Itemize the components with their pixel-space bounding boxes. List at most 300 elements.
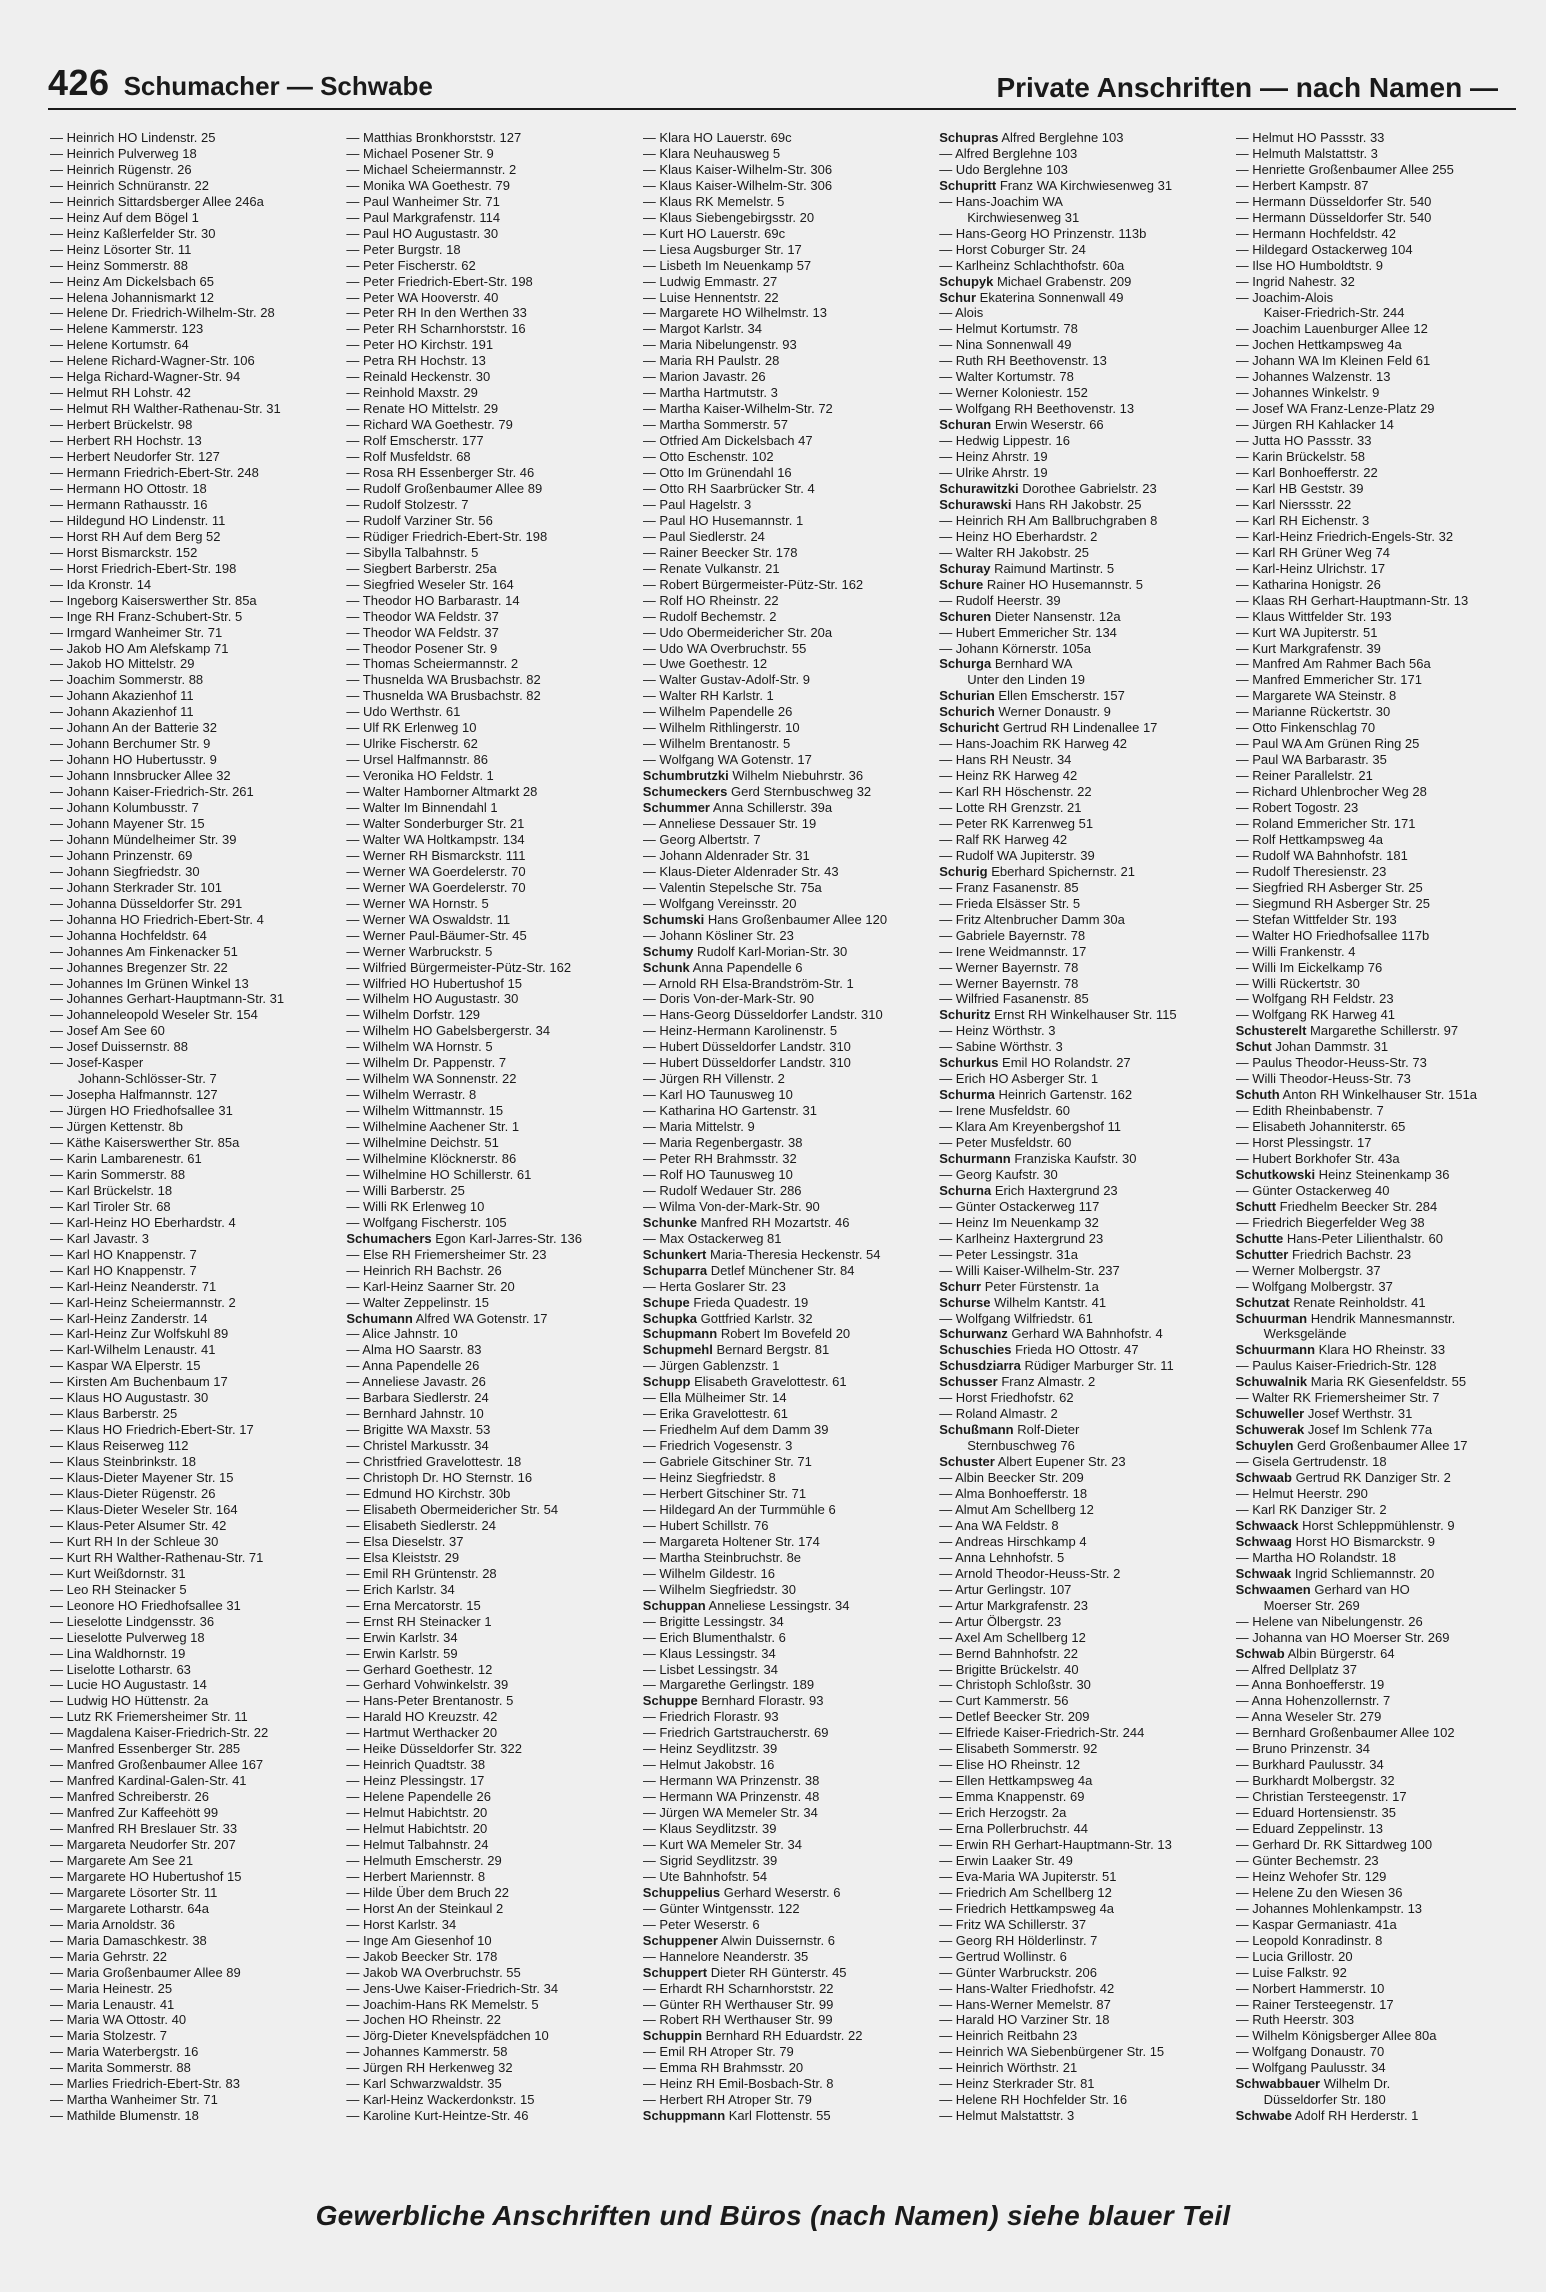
- directory-entry: — Sibylla Talbahnstr. 5: [346, 544, 479, 560]
- directory-entry: — Ruth RH Beethovenstr. 13: [939, 353, 1107, 369]
- directory-entry: Düsseldorfer Str. 180: [1263, 2092, 1386, 2108]
- directory-entry: — Wilhelm WA Sonnenstr. 22: [346, 1071, 517, 1087]
- directory-entry: — Günter Ostackerweg 40: [1235, 1182, 1390, 1198]
- directory-entry: Schumbrutzki Wilhelm Niebuhrstr. 36: [642, 768, 864, 784]
- directory-entry: — Werner RH Bismarckstr. 111: [346, 847, 526, 863]
- directory-entry: — Otto Eschenstr. 102: [642, 449, 774, 465]
- directory-entry: — Peter WA Hooverstr. 40: [346, 289, 499, 305]
- directory-entry: — Emil RH Atroper Str. 79: [642, 2044, 794, 2060]
- directory-entry: — Helmuth Emscherstr. 29: [346, 1852, 502, 1868]
- directory-entry: — Rolf HO Taunusweg 10: [642, 1166, 793, 1182]
- directory-entry: — Thusnelda WA Brusbachstr. 82: [346, 688, 541, 704]
- directory-entry: — Josef WA Franz-Lenze-Platz 29: [1235, 401, 1435, 417]
- directory-entry: — Ruth Heerstr. 303: [1235, 2012, 1355, 2028]
- directory-entry: Schupe Frieda Quadestr. 19: [642, 1294, 809, 1310]
- directory-entry: Schupritt Franz WA Kirchwiesenweg 31: [939, 177, 1173, 193]
- directory-entry: — Brigitte WA Maxstr. 53: [346, 1422, 491, 1438]
- directory-entry: — Karl RK Danziger Str. 2: [1235, 1501, 1387, 1517]
- directory-entry: — Udo Werthstr. 61: [346, 704, 461, 720]
- directory-entry: — Karl Bonhoefferstr. 22: [1235, 465, 1378, 481]
- directory-entry: — Paul WA Am Grünen Ring 25: [1235, 736, 1420, 752]
- directory-entry: — Jens-Uwe Kaiser-Friedrich-Str. 34: [346, 1980, 559, 1996]
- directory-entry: — Ludwig HO Hüttenstr. 2a: [50, 1693, 209, 1709]
- directory-entry: — Hans-Georg Düsseldorfer Landstr. 310: [642, 1007, 883, 1023]
- directory-entry: — Klaus HO Friedrich-Ebert-Str. 17: [50, 1422, 254, 1438]
- directory-entry: — Johann Kolumbusstr. 7: [50, 800, 199, 816]
- directory-entry: — Helene Papendelle 26: [346, 1789, 491, 1805]
- directory-entry: — Siegfried Weseler Str. 164: [346, 576, 514, 592]
- directory-entry: — Gerhard Vohwinkelstr. 39: [346, 1677, 509, 1693]
- directory-entry: — Heinz RK Harweg 42: [939, 768, 1078, 784]
- directory-entry: — Helene Zu den Wiesen 36: [1235, 1884, 1403, 1900]
- directory-entry: — Hildegard An der Turmmühle 6: [642, 1501, 836, 1517]
- directory-entry: — Richard Uhlenbrocher Weg 28: [1235, 784, 1427, 800]
- directory-entry: — Jochen Hettkampsweg 4a: [1235, 337, 1402, 353]
- directory-entry: — Hubert Düsseldorfer Landstr. 310: [642, 1055, 851, 1071]
- directory-entry: Schurna Erich Haxtergrund 23: [939, 1182, 1118, 1198]
- directory-entry: — Manfred Am Rahmer Bach 56a: [1235, 656, 1431, 672]
- directory-entry: — Manfred Kardinal-Galen-Str. 41: [50, 1773, 247, 1789]
- directory-entry: — Peter Weserstr. 6: [642, 1916, 760, 1932]
- directory-entry: — Herbert Neudorfer Str. 127: [50, 449, 220, 465]
- directory-entry: — Johanna Hochfeldstr. 64: [50, 927, 207, 943]
- directory-entry: — Helmut RH Walther-Rathenau-Str. 31: [50, 401, 281, 417]
- directory-entry: — Wilhelmine Klöcknerstr. 86: [346, 1151, 517, 1166]
- directory-entry: — Sabine Wörthstr. 3: [939, 1039, 1063, 1055]
- directory-entry: Schwaab Gertrud RK Danziger Str. 2: [1235, 1470, 1451, 1486]
- directory-entry: Schupmehl Bernard Bergstr. 81: [642, 1342, 830, 1358]
- directory-entry: — Kurt RH Walther-Rathenau-Str. 71: [50, 1549, 264, 1565]
- directory-entry: — Jürgen Gablenzstr. 1: [642, 1358, 780, 1374]
- directory-entry: — Hermann Friedrich-Ebert-Str. 248: [50, 465, 259, 481]
- directory-entry: — Artur Gerlingstr. 107: [939, 1581, 1072, 1597]
- directory-entry: — Erna Pollerbruchstr. 44: [939, 1821, 1089, 1837]
- directory-entry: — Karl RH Eichenstr. 3: [1235, 512, 1370, 528]
- page-header: [48, 56, 1498, 104]
- directory-entry: — Josepha Halfmannstr. 127: [50, 1087, 218, 1103]
- directory-entry: — Josef-Kasper: [50, 1055, 144, 1071]
- directory-entry: — Hilde Über dem Bruch 22: [346, 1884, 509, 1900]
- directory-entry: — Inge Am Giesenhof 10: [346, 1932, 492, 1948]
- directory-entry: — Manfred Schreiberstr. 26: [50, 1789, 209, 1805]
- directory-entry: — Hildegard Ostackerweg 104: [1235, 241, 1413, 257]
- directory-entry: — Elisabeth Siedlerstr. 24: [346, 1517, 496, 1533]
- directory-entry: — Brigitte Brückelstr. 40: [939, 1661, 1079, 1677]
- directory-entry: — Jakob WA Overbruchstr. 55: [346, 1964, 521, 1980]
- directory-entry: Schurich Werner Donaustr. 9: [939, 704, 1111, 720]
- directory-entry: Werksgelände: [1263, 1326, 1347, 1342]
- directory-entry: — Stefan Wittfelder Str. 193: [1235, 911, 1397, 927]
- directory-entry: — Joachim-Alois: [1235, 289, 1334, 305]
- directory-entry: — Hermann Rathausstr. 16: [50, 496, 208, 512]
- directory-entry: — Johannes Gerhart-Hauptmann-Str. 31: [50, 991, 285, 1007]
- directory-entry: — Willi RK Erlenweg 10: [346, 1198, 485, 1214]
- directory-entry: Schupras Alfred Berglehne 103: [939, 130, 1124, 145]
- directory-entry: — Walter Gustav-Adolf-Str. 9: [642, 672, 810, 688]
- directory-entry: — Hermann Hochfeldstr. 42: [1235, 225, 1396, 241]
- directory-entry: — Helmut Habichtstr. 20: [346, 1821, 488, 1837]
- directory-entry: — Rudolf Großenbaumer Allee 89: [346, 480, 543, 496]
- directory-entry: — Maria RH Paulstr. 28: [642, 353, 780, 369]
- directory-entry: — Karl HO Knappenstr. 7: [50, 1246, 197, 1262]
- directory-entry: Schuppert Dieter RH Günterstr. 45: [642, 1964, 847, 1980]
- directory-entry: — Karl-Heinz Neanderstr. 71: [50, 1278, 217, 1294]
- directory-entry: — Rudolf Varziner Str. 56: [346, 512, 493, 528]
- directory-entry: — Karlheinz Schlachthofstr. 60a: [939, 257, 1125, 273]
- directory-entry: — Sigrid Seydlitzstr. 39: [642, 1852, 778, 1868]
- directory-entry: — Marianne Rückertstr. 30: [1235, 704, 1391, 720]
- directory-entry: — Karl Tiroler Str. 68: [50, 1198, 171, 1214]
- directory-entry: — Helmut Heerstr. 290: [1235, 1486, 1368, 1502]
- directory-entry: — Bruno Prinzenstr. 34: [1235, 1741, 1370, 1757]
- directory-entry: Kaiser-Friedrich-Str. 244: [1263, 305, 1405, 321]
- directory-entry: — Wilfried Fasanenstr. 85: [939, 991, 1089, 1007]
- directory-entry: — Wilfried HO Hubertushof 15: [346, 975, 522, 991]
- directory-entry: — Karl-Heinz Scheiermannstr. 2: [50, 1294, 236, 1310]
- directory-entry: — Johann Siegfriedstr. 30: [50, 863, 200, 879]
- directory-entry: — Horst An der Steinkaul 2: [346, 1900, 504, 1916]
- directory-entry: — Friedrich Vogesenstr. 3: [642, 1438, 793, 1454]
- directory-entry: — Alma Bonhoefferstr. 18: [939, 1486, 1088, 1502]
- directory-entry: — Nina Sonnenwall 49: [939, 337, 1072, 353]
- directory-entry: — Artur Markgrafenstr. 23: [939, 1597, 1089, 1613]
- directory-entry: — Jochen HO Rheinstr. 22: [346, 2012, 502, 2028]
- directory-entry: — Karlheinz Haxtergrund 23: [939, 1230, 1104, 1246]
- directory-entry: — Willi Kaiser-Wilhelm-Str. 237: [939, 1262, 1120, 1278]
- directory-entry: — Karl HO Taunusweg 10: [642, 1087, 793, 1103]
- directory-entry: — Andreas Hirschkamp 4: [939, 1533, 1087, 1549]
- directory-entry: — Helmut Jakobstr. 16: [642, 1757, 775, 1773]
- directory-entry: — Fritz WA Schillerstr. 37: [939, 1916, 1087, 1932]
- directory-entry: Schwabbauer Wilhelm Dr.: [1235, 2076, 1391, 2092]
- directory-entry: — Anna Lehnhofstr. 5: [939, 1549, 1065, 1565]
- directory-entry: — Günter Bechemstr. 23: [1235, 1852, 1379, 1868]
- directory-entry: — Karl Nierssstr. 22: [1235, 496, 1352, 512]
- directory-entry: — Wilhelm WA Hornstr. 5: [346, 1039, 493, 1055]
- directory-entry: — Martha Sommerstr. 57: [642, 417, 789, 433]
- directory-entry: — Walter Hamborner Altmarkt 28: [346, 784, 538, 800]
- directory-entry: — Wilhelmine Deichstr. 51: [346, 1135, 499, 1151]
- directory-entry: — Karoline Kurt-Heintze-Str. 46: [346, 2108, 529, 2124]
- directory-entry: — Hubert Emmericher Str. 134: [939, 624, 1117, 640]
- directory-entry: — Wolfgang RH Feldstr. 23: [1235, 991, 1394, 1007]
- directory-entry: — Emil RH Grüntenstr. 28: [346, 1565, 497, 1581]
- directory-entry: — Helene Richard-Wagner-Str. 106: [50, 353, 255, 369]
- directory-entry: — Willi Rückertstr. 30: [1235, 975, 1360, 991]
- directory-entry: — Edith Rheinbabenstr. 7: [1235, 1103, 1384, 1119]
- directory-entry: — Georg RH Hölderlinstr. 7: [939, 1932, 1098, 1948]
- directory-entry: — Manfred Großenbaumer Allee 167: [50, 1757, 264, 1773]
- directory-entry: — Heinrich RH Am Ballbruchgraben 8: [939, 512, 1158, 528]
- directory-entry: Schur Ekaterina Sonnenwall 49: [939, 289, 1124, 305]
- directory-entry: — Lucia Grillostr. 20: [1235, 1948, 1353, 1964]
- directory-entry: — Werner Warbruckstr. 5: [346, 943, 493, 959]
- directory-entry: — Bernhard Jahnstr. 10: [346, 1406, 484, 1422]
- directory-entry: — Walter RH Karlstr. 1: [642, 688, 774, 704]
- directory-entry: — Wilhelm Dr. Pappenstr. 7: [346, 1055, 507, 1071]
- directory-entry: — Josef Duissernstr. 88: [50, 1039, 188, 1055]
- directory-entry: — Klaus RK Memelstr. 5: [642, 193, 785, 209]
- directory-entry: — Rolf HO Rheinstr. 22: [642, 592, 779, 608]
- directory-entry: — Rolf Hettkampsweg 4a: [1235, 831, 1383, 847]
- directory-entry: Schuylen Gerd Großenbaumer Allee 17: [1235, 1438, 1468, 1454]
- directory-entry: — Elsa Dieselstr. 37: [346, 1533, 464, 1549]
- directory-entry: — Rudolf WA Bahnhofstr. 181: [1235, 847, 1408, 863]
- directory-entry: Schusterelt Margarethe Schillerstr. 97: [1235, 1023, 1459, 1039]
- directory-entry: Kirchwiesenweg 31: [967, 209, 1080, 225]
- directory-entry: — Erich Herzogstr. 2a: [939, 1805, 1067, 1821]
- directory-entry: — Rudolf Theresienstr. 23: [1235, 863, 1387, 879]
- directory-entry: — Elisabeth Sommerstr. 92: [939, 1741, 1098, 1757]
- directory-entry: — Walter Kortumstr. 78: [939, 369, 1074, 385]
- directory-entry: — Udo WA Overbruchstr. 55: [642, 640, 807, 656]
- directory-entry: — Hans RH Neustr. 34: [939, 752, 1072, 768]
- directory-entry: Schuwerak Josef Im Schlenk 77a: [1235, 1422, 1433, 1438]
- directory-entry: — Klaus Kaiser-Wilhelm-Str. 306: [642, 161, 833, 177]
- directory-entry: — Klaus-Peter Alsumer Str. 42: [50, 1517, 227, 1533]
- directory-entry: — Klaus Siebengebirgsstr. 20: [642, 209, 815, 225]
- directory-entry: — Paulus Kaiser-Friedrich-Str. 128: [1235, 1358, 1437, 1374]
- directory-entry: — Heinz Wörthstr. 3: [939, 1023, 1056, 1039]
- directory-entry: — Wilhelm Werrastr. 8: [346, 1087, 477, 1103]
- directory-entry: — Walter WA Holtkampstr. 134: [346, 831, 525, 847]
- directory-entry: — Harald HO Varziner Str. 18: [939, 2012, 1110, 2028]
- directory-entry: — Renate HO Mittelstr. 29: [346, 401, 499, 417]
- directory-entry: — Margarethe Gerlingstr. 189: [642, 1677, 815, 1693]
- directory-entry: — Heinz Kaßlerfelder Str. 30: [50, 225, 216, 241]
- directory-entry: — Käthe Kaiserswerther Str. 85a: [50, 1135, 240, 1151]
- directory-entry: — Anna Papendelle 26: [346, 1358, 480, 1374]
- directory-entry: — Werner Paul-Bäumer-Str. 45: [346, 927, 527, 943]
- directory-entry: — Peter RH Brahmsstr. 32: [642, 1151, 797, 1166]
- directory-entry: — Johannes Winkelstr. 9: [1235, 385, 1380, 401]
- directory-entry: — Walter Im Binnendahl 1: [346, 800, 498, 816]
- directory-entry: — Doris Von-der-Mark-Str. 90: [642, 991, 815, 1007]
- directory-entry: — Gerhard Goethestr. 12: [346, 1661, 493, 1677]
- directory-entry: Schure Rainer HO Husemannstr. 5: [939, 576, 1143, 592]
- directory-entry: — Rudolf Wedauer Str. 286: [642, 1182, 802, 1198]
- directory-entry: Schurmann Franziska Kaufstr. 30: [939, 1151, 1137, 1166]
- directory-entry: — Johannes Mohlenkampstr. 13: [1235, 1900, 1423, 1916]
- directory-entry: — Helmut RH Lohstr. 42: [50, 385, 191, 401]
- directory-entry: Schuppelius Gerhard Weserstr. 6: [642, 1884, 841, 1900]
- directory-entry: — Peter Lessingstr. 31a: [939, 1246, 1078, 1262]
- directory-entry: — Margot Karlstr. 34: [642, 321, 763, 337]
- directory-entry: — Heinz HO Eberhardstr. 2: [939, 528, 1098, 544]
- directory-entry: — Karl HB Geststr. 39: [1235, 480, 1364, 496]
- directory-entry: — Rolf Musfeldstr. 68: [346, 449, 471, 465]
- directory-entry: — Georg Albertstr. 7: [642, 831, 761, 847]
- directory-entry: — Helene Kortumstr. 64: [50, 337, 189, 353]
- directory-entry: — Margarete HO Wilhelmstr. 13: [642, 305, 828, 321]
- directory-entry: — Werner WA Oswaldstr. 11: [346, 911, 511, 927]
- directory-entry: Sternbuschweg 76: [967, 1438, 1075, 1454]
- directory-entry: — Wolfgang Molbergstr. 37: [1235, 1278, 1393, 1294]
- directory-entry: — Axel Am Schellberg 12: [939, 1629, 1086, 1645]
- directory-entry: — Wolfgang Fischerstr. 105: [346, 1214, 507, 1230]
- directory-entry: Schurr Peter Fürstenstr. 1a: [939, 1278, 1099, 1294]
- directory-entry: — Horst Bismarckstr. 152: [50, 544, 198, 560]
- directory-entry: — Bernhard Großenbaumer Allee 102: [1235, 1725, 1455, 1741]
- directory-entry: Schußmann Rolf-Dieter: [939, 1422, 1080, 1438]
- directory-entry: — Karl-Heinz Friedrich-Engels-Str. 32: [1235, 528, 1454, 544]
- directory-entry: — Hans-Georg HO Prinzenstr. 113b: [939, 225, 1147, 241]
- directory-entry: — Christfried Gravelottestr. 18: [346, 1454, 522, 1470]
- directory-entry: Schut Johan Dammstr. 31: [1235, 1039, 1389, 1055]
- directory-entry: Schuppe Bernhard Florastr. 93: [642, 1693, 824, 1709]
- directory-entry: — Jörg-Dieter Knevelspfädchen 10: [346, 2028, 549, 2044]
- directory-entry: — Peter RH In den Werthen 33: [346, 305, 527, 321]
- directory-entry: — Horst Friedrich-Ebert-Str. 198: [50, 560, 237, 576]
- directory-entry: — Gabriele Bayernstr. 78: [939, 927, 1086, 943]
- directory-entry: Schuren Dieter Nansenstr. 12a: [939, 608, 1121, 624]
- directory-entry: — Helga Richard-Wagner-Str. 94: [50, 369, 241, 385]
- directory-entry: — Barbara Siedlerstr. 24: [346, 1390, 489, 1406]
- directory-entry: — Johann Sterkrader Str. 101: [50, 879, 222, 895]
- directory-entry: — Klaus-Dieter Aldenrader Str. 43: [642, 863, 839, 879]
- directory-entry: — Gisela Gertrudenstr. 18: [1235, 1454, 1387, 1470]
- directory-entry: — Uwe Goethestr. 12: [642, 656, 768, 672]
- directory-entry: — Hubert Schillstr. 76: [642, 1517, 769, 1533]
- directory-entry: — Valentin Stepelsche Str. 75a: [642, 879, 822, 895]
- directory-entry: — Wilhelmine HO Schillerstr. 61: [346, 1166, 532, 1182]
- directory-entry: — Hubert Düsseldorfer Landstr. 310: [642, 1039, 851, 1055]
- directory-entry: — Karl-Wilhelm Lenaustr. 41: [50, 1342, 216, 1358]
- directory-entry: Schunke Manfred RH Mozartstr. 46: [642, 1214, 850, 1230]
- directory-entry: — Peter Friedrich-Ebert-Str. 198: [346, 273, 533, 289]
- column-4: [939, 130, 1221, 2180]
- directory-entry: — Kaspar WA Elperstr. 15: [50, 1358, 201, 1374]
- directory-entry: — Renate Vulkanstr. 21: [642, 560, 780, 576]
- directory-entry: — Marlies Friedrich-Ebert-Str. 83: [50, 2076, 240, 2092]
- directory-entry: — Kurt WA Jupiterstr. 51: [1235, 624, 1378, 640]
- directory-entry: — Theodor Posener Str. 9: [346, 640, 498, 656]
- directory-entry: Schutzat Renate Reinholdstr. 41: [1235, 1294, 1426, 1310]
- directory-entry: — Hedwig Lippestr. 16: [939, 433, 1070, 449]
- directory-entry: — Paul HO Augustastr. 30: [346, 225, 499, 241]
- directory-entry: — Irmgard Wanheimer Str. 71: [50, 624, 223, 640]
- directory-entry: — Herbert Kampstr. 87: [1235, 177, 1369, 193]
- directory-entry: — Jutta HO Passstr. 33: [1235, 433, 1372, 449]
- directory-entry: — Heinrich Pulverweg 18: [50, 145, 197, 161]
- directory-entry: Schurawitzki Dorothee Gabrielstr. 23: [939, 480, 1157, 496]
- directory-entry: — Roland Almastr. 2: [939, 1406, 1058, 1422]
- directory-entry: — Ingeborg Kaiserswerther Str. 85a: [50, 592, 257, 608]
- directory-entry: — Johannes Am Finkenacker 51: [50, 943, 238, 959]
- directory-entry: — Anneliese Javastr. 26: [346, 1374, 486, 1390]
- directory-entry: — Klaus Steinbrinkstr. 18: [50, 1454, 196, 1470]
- directory-entry: — Hermann Düsseldorfer Str. 540: [1235, 193, 1432, 209]
- directory-entry: — Willi Im Eickelkamp 76: [1235, 959, 1383, 975]
- directory-entry: Schumeckers Gerd Sternbuschweg 32: [642, 784, 872, 800]
- directory-entry: — Heinz Seydlitzstr. 39: [642, 1741, 778, 1757]
- directory-entry: — Detlef Beecker Str. 209: [939, 1709, 1090, 1725]
- directory-entry: Schutkowski Heinz Steinenkamp 36: [1235, 1166, 1450, 1182]
- directory-entry: — Jürgen HO Friedhofsallee 31: [50, 1103, 233, 1119]
- directory-entry: — Helene van Nibelungenstr. 26: [1235, 1613, 1423, 1629]
- directory-entry: — Wolfgang WA Gotenstr. 17: [642, 752, 812, 768]
- directory-entry: — Harald HO Kreuzstr. 42: [346, 1709, 498, 1725]
- directory-entry: — Heinz-Hermann Karolinenstr. 5: [642, 1023, 838, 1039]
- directory-entry: — Werner WA Goerdelerstr. 70: [346, 879, 526, 895]
- directory-entry: — Martha Hartmutstr. 3: [642, 385, 778, 401]
- directory-entry: — Johann Berchumer Str. 9: [50, 736, 211, 752]
- directory-entry: — Eva-Maria WA Jupiterstr. 51: [939, 1868, 1117, 1884]
- directory-entry: — Siegfried RH Asberger Str. 25: [1235, 879, 1423, 895]
- directory-entry: Schurkus Emil HO Rolandstr. 27: [939, 1055, 1131, 1071]
- directory-entry: Moerser Str. 269: [1263, 1597, 1360, 1613]
- directory-entry: — Herbert Mariennstr. 8: [346, 1868, 486, 1884]
- directory-entry: — Edmund HO Kirchstr. 30b: [346, 1486, 511, 1502]
- directory-entry: — Heinz Sterkrader Str. 81: [939, 2076, 1095, 2092]
- directory-entry: — Matthias Bronkhorststr. 127: [346, 130, 522, 145]
- directory-entry: — Alfred Dellplatz 37: [1235, 1661, 1357, 1677]
- directory-entry: — Johann Innsbrucker Allee 32: [50, 768, 231, 784]
- directory-entry: Schuurmann Klara HO Rheinstr. 33: [1235, 1342, 1446, 1358]
- directory-entry: — Wilhelmine Aachener Str. 1: [346, 1119, 520, 1135]
- directory-entry: — Bernd Bahnhofstr. 22: [939, 1645, 1078, 1661]
- directory-entry: — Heinz Siegfriedstr. 8: [642, 1470, 776, 1486]
- directory-entry: — Werner Molbergstr. 37: [1235, 1262, 1381, 1278]
- directory-entry: — Heinz Im Neuenkamp 32: [939, 1214, 1099, 1230]
- directory-entry: — Walter Zeppelinstr. 15: [346, 1294, 489, 1310]
- directory-entry: — Klaus Lessingstr. 34: [642, 1645, 776, 1661]
- directory-entry: — Jürgen RH Kahlacker 14: [1235, 417, 1394, 433]
- directory-entry: — Heike Düsseldorfer Str. 322: [346, 1741, 522, 1757]
- directory-entry: — Herta Goslarer Str. 23: [642, 1278, 786, 1294]
- directory-entry: — Maria Nibelungenstr. 93: [642, 337, 797, 353]
- directory-entry: — Heinz Sommerstr. 88: [50, 257, 188, 273]
- directory-entry: Schumy Rudolf Karl-Morian-Str. 30: [642, 943, 848, 959]
- directory-entry: — Robert Togostr. 23: [1235, 800, 1359, 816]
- directory-entry: Schunk Anna Papendelle 6: [642, 959, 803, 975]
- directory-entry: — Kurt HO Lauerstr. 69c: [642, 225, 786, 241]
- directory-entry: — Rudolf Bechemstr. 2: [642, 608, 777, 624]
- directory-entry: — Margarete WA Steinstr. 8: [1235, 688, 1397, 704]
- directory-entry: Schurse Wilhelm Kantstr. 41: [939, 1294, 1107, 1310]
- directory-entry: — Johann Körnerstr. 105a: [939, 640, 1091, 656]
- directory-entry: — Heinrich Reitbahn 23: [939, 2028, 1078, 2044]
- directory-entry: — Luise Hennentstr. 22: [642, 289, 779, 305]
- directory-entry: — Karl-Heinz Ulrichstr. 17: [1235, 560, 1386, 576]
- directory-entry: — Eduard Hortensienstr. 35: [1235, 1805, 1397, 1821]
- directory-entry: Schurian Ellen Emscherstr. 157: [939, 688, 1125, 704]
- directory-entry: — Maria Arnoldstr. 36: [50, 1916, 175, 1932]
- directory-entry: — Margarete Lösorter Str. 11: [50, 1884, 218, 1900]
- directory-entry: — Ulf RK Erlenweg 10: [346, 720, 477, 736]
- directory-entry: Schuth Anton RH Winkelhauser Str. 151a: [1235, 1087, 1477, 1103]
- directory-entry: — Helene Dr. Friedrich-Wilhelm-Str. 28: [50, 305, 275, 321]
- directory-entry: — Kurt WA Memeler Str. 34: [642, 1836, 802, 1852]
- directory-entry: — Klara HO Lauerstr. 69c: [642, 130, 792, 145]
- directory-entry: — Henriette Großenbaumer Allee 255: [1235, 161, 1454, 177]
- directory-entry: — Johannes Bregenzer Str. 22: [50, 959, 228, 975]
- directory-entry: — Klaus-Dieter Rügenstr. 26: [50, 1486, 216, 1502]
- directory-entry: — Marion Javastr. 26: [642, 369, 766, 385]
- directory-entry: — Josef Am See 60: [50, 1023, 165, 1039]
- directory-entry: — Wilhelm HO Gabelsbergerstr. 34: [346, 1023, 551, 1039]
- directory-entry: — Helmuth Malstattstr. 3: [1235, 145, 1378, 161]
- directory-entry: — Joachim Sommerstr. 88: [50, 672, 204, 688]
- directory-entry: — Heinz Am Dickelsbach 65: [50, 273, 215, 289]
- directory-entry: Schwaak Ingrid Schliemannstr. 20: [1235, 1565, 1435, 1581]
- directory-entry: — Otto Im Grünendahl 16: [642, 465, 792, 481]
- directory-entry: — Lisbeth Im Neuenkamp 57: [642, 257, 812, 273]
- directory-entry: — Anna Weseler Str. 279: [1235, 1709, 1382, 1725]
- directory-entry: — Günter Ostackerweg 117: [939, 1198, 1100, 1214]
- directory-entry: — Karin Brückelstr. 58: [1235, 449, 1365, 465]
- directory-entry: — Wilhelm Siegfriedstr. 30: [642, 1581, 796, 1597]
